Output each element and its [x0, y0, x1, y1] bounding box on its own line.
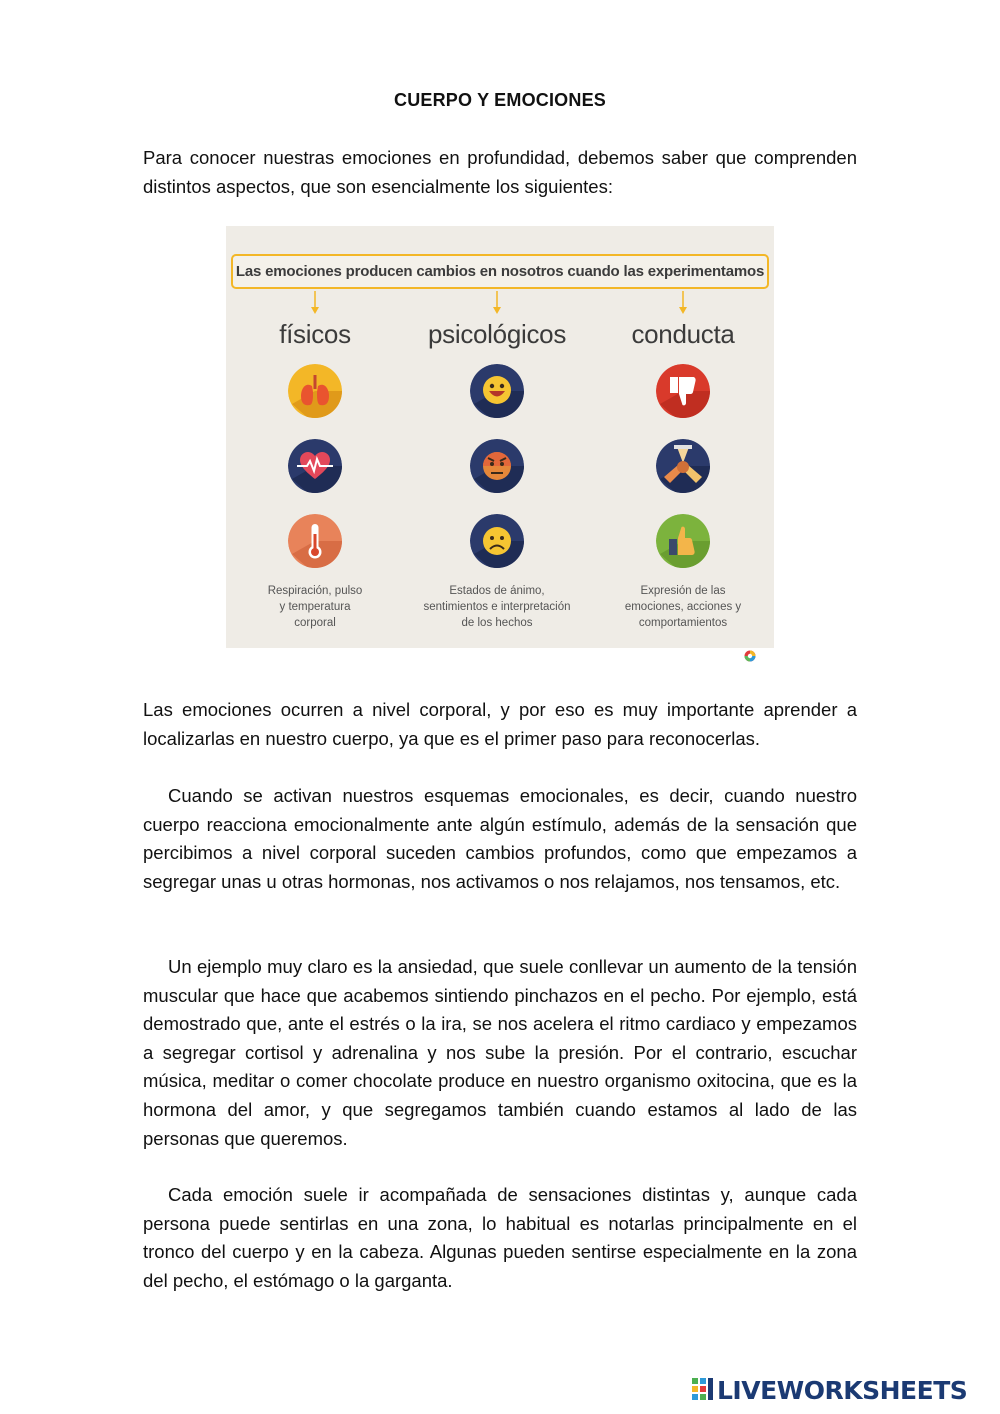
- body-paragraph: Cada emoción suele ir acompañada de sensaciones distintas y, aunque cada persona puede sentirlas en una zona, lo habitual es notarlas principalmente en el tronco del cuerpo y en la cabeza. Algunas pueden sentirse especialmente en la zona del pecho, el estómago o la garganta.: [143, 1184, 857, 1291]
- thumbs-down-icon: [656, 364, 710, 418]
- lungs-icon: [288, 364, 342, 418]
- heartbeat-icon: [288, 439, 342, 493]
- down-arrow-icon: [493, 291, 501, 315]
- sad-face-icon: [470, 514, 524, 568]
- infographic-banner: Las emociones producen cambios en nosotros cuando las experimentamos: [231, 254, 769, 289]
- column-caption: Estados de ánimo, sentimientos e interpretación de los hechos: [423, 585, 571, 629]
- emotions-infographic: [226, 226, 774, 648]
- body-paragraph: Las emociones ocurren a nivel corporal, y por eso es muy importante aprender a localizarlas en nuestro cuerpo, ya que es el primer paso para reconocerlas.: [143, 699, 857, 749]
- column-heading: físicos: [279, 319, 351, 349]
- thumbs-up-icon: [656, 514, 710, 568]
- teamwork-hands-icon: [656, 439, 710, 493]
- column-caption: Respiración, pulso y temperatura corporal: [267, 585, 363, 629]
- logo-text: LIVEWORKSHEETS: [717, 1375, 968, 1405]
- liveworksheets-logo: [692, 1374, 967, 1406]
- liveworksheets-logo-icon: [692, 1376, 714, 1404]
- body-paragraph: Un ejemplo muy claro es la ansiedad, que suele conllevar un aumento de la tensión muscular que hace que acabemos sintiendo pinchazos en el pecho. Por ejemplo, está demostrado que, ante el estrés o la ira, se nos acelera el ritmo cardiaco y empezamos a segregar cortisol y adrenalina y nos sube la presión. Por el contrario, escuchar música, meditar o comer chocolate produce en nuestro organismo oxitocina, que es la hormona del amor, y que segregamos también cuando estamos al lado de las personas que queremos.: [143, 956, 857, 1149]
- color-wheel-icon: [744, 650, 756, 662]
- intro-paragraph: Para conocer nuestras emociones en profundidad, debemos saber que comprenden distintos aspectos, que son esencialmente los siguientes:: [143, 147, 857, 197]
- thermometer-icon: [288, 514, 342, 568]
- page-title: CUERPO Y EMOCIONES: [394, 90, 606, 110]
- body-paragraph: Cuando se activan nuestros esquemas emocionales, es decir, cuando nuestro cuerpo reacciona emocionalmente ante algún estímulo, además de la sensación que percibimos a nivel corporal suceden cambios profundos, como que empezamos a segregar unas u otras hormonas, nos activamos o nos relajamos, nos tensamos, etc.: [143, 785, 857, 892]
- angry-face-icon: [470, 439, 524, 493]
- happy-face-icon: [470, 364, 524, 418]
- down-arrow-icon: [679, 291, 687, 315]
- column-caption: Expresión de las emociones, acciones y comportamientos: [624, 585, 742, 629]
- down-arrow-icon: [311, 291, 319, 315]
- column-heading: psicológicos: [427, 319, 567, 349]
- column-heading: conducta: [631, 319, 735, 349]
